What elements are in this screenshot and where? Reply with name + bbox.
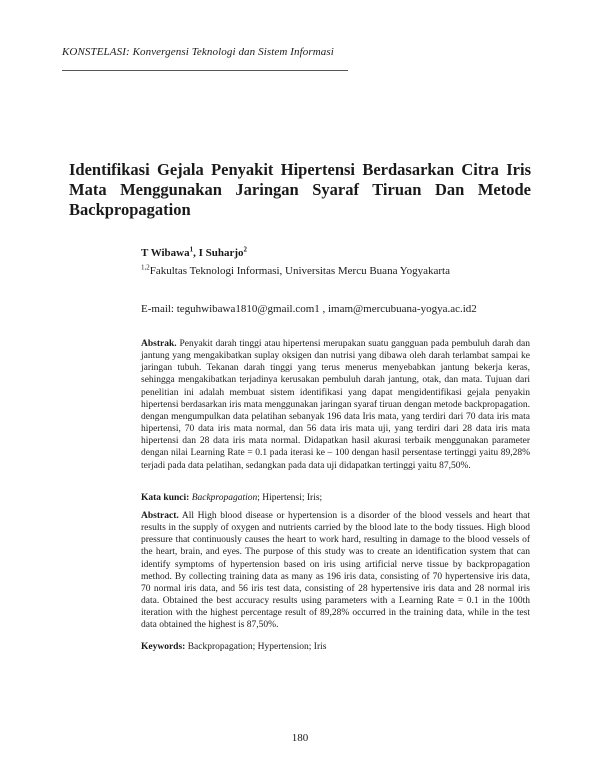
author-name: T Wibawa: [141, 247, 190, 259]
keyword-term: Backpropagation: [191, 493, 258, 503]
keywords-english: [141, 641, 530, 653]
keywords-label: Kata kunci:: [141, 493, 190, 503]
affiliation-marker: 1,2: [141, 263, 150, 272]
affiliation: [141, 265, 450, 277]
abstract-label: Abstract.: [141, 511, 179, 521]
keywords-label: Keywords:: [141, 642, 186, 652]
keyword-list: ; Hipertensi; Iris;: [257, 493, 323, 503]
abstract-indonesian: [141, 338, 530, 472]
affiliation-text: Fakultas Teknologi Informasi, Universitas Mercu Buana Yogyakarta: [149, 265, 450, 277]
keyword-list: Backpropagation; Hypertension; Iris: [187, 642, 327, 652]
author-separator: ,: [193, 247, 199, 259]
page-number: 180: [291, 732, 309, 744]
abstract-label: Abstrak.: [141, 339, 177, 349]
journal-header: KONSTELASI: Konvergensi Teknologi dan Sistem Informasi: [62, 46, 334, 58]
abstract-text: Penyakit darah tinggi atau hipertensi merupakan suatu gangguan pada pembuluh darah dan jantung yang mengakibatkan suplay oksigen dan nutrisi yang dibawa oleh darah terlambat sampai ke jaringan tubuh. Tekanan darah tinggi yang terus menerus menyebabkan jantung bekerja keras, sehingga mengakibatkan terjadinya kerusakan pembuluh darah jantung, otak, dan mata. Tujuan dari penelitian ini adalah membuat sistem identifikasi yang dapat mengidentifikasi gejala penyakin hipertensi berdasarkan iris mata menggunakan jaringan syaraf tiruan dengan metode backpropagation. dengan mengumpulkan data pelatihan sebanyak 196 data Iris mata, yang terdiri dari 70 data iris mata hipertensi, 70 data iris mata normal, dan 56 data iris mata uji, yang terdiri dari 28 data iris mata hipertensi dan 28 data iris mata normal. Didapatkan hasil akurasi terbaik menggunakan parameter dengan nilai Learning Rate = 0.1 pada iterasi ke – 100 dengan hasil persentase tertinggi yaitu 89,28% terjadi pada data pelatihan, sedangkan pada data uji didapatkan tertinggi yaitu 87,50%.: [141, 339, 531, 471]
author-affiliation-marker: 2: [243, 245, 248, 254]
author-affiliation-marker: 1: [189, 245, 194, 254]
paper-title: Identifikasi Gejala Penyakit Hipertensi Berdasarkan Citra Iris Mata Menggunakan Jaringan Syaraf Tiruan Dan Metode Backpropagation: [69, 160, 531, 219]
author-list: [141, 247, 247, 259]
abstract-english: [141, 510, 530, 632]
author-name: I Suharjo: [198, 247, 244, 259]
author-emails: E-mail: teguhwibawa1810@gmail.com1 , imam@mercubuana-yogya.ac.id2: [141, 303, 477, 315]
keywords-indonesian: [141, 492, 530, 504]
abstract-text: All High blood disease or hypertension is a disorder of the blood vessels and heart that results in the supply of oxygen and nutrients carried by the blood late to the body tissues. High blood pressure that continuously causes the heart to work hard, resulting in damage to the blood vessels of the heart, brain, and eyes. The purpose of this study was to create an identification system that can identify symptoms of hypertension based on iris using artificial nerve tissue by backpropagation method. By collecting training data as many as 196 iris data, consisting of 70 hypertensive iris data, 70 normal iris data, and 56 iris test data, consisting of 28 hypertensive iris data and 28 normal iris data. Obtained the best accuracy results using parameters with a Learning Rate = 0.1 in the 100th iteration with the highest percentage result of 89,28% occurred in the training data, while in the test data obtained the highest is 87,50%.: [141, 511, 530, 631]
header-divider: [62, 70, 348, 71]
